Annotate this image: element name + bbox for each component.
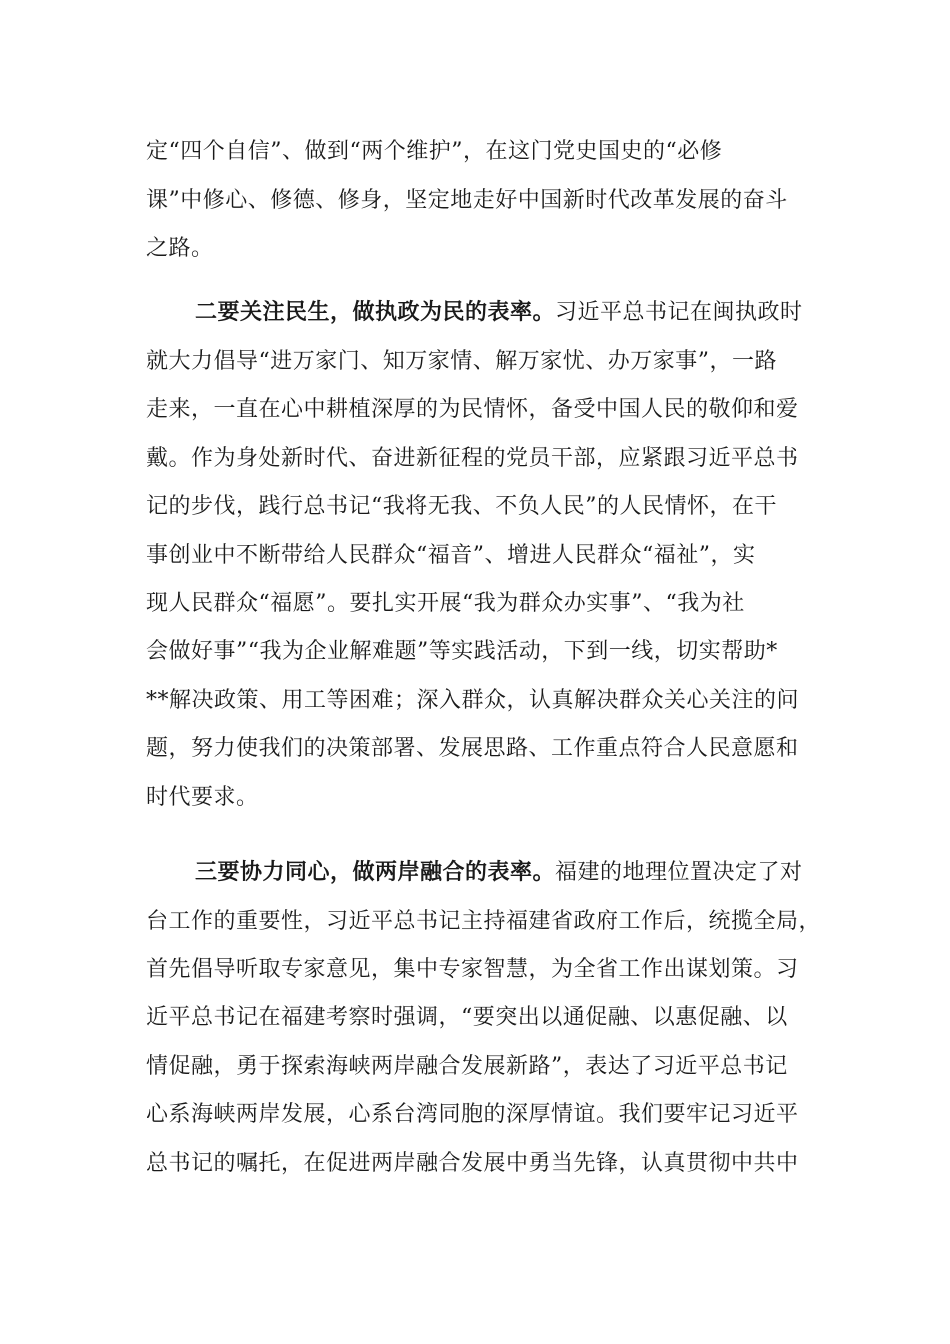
paragraph-line: 之路。 bbox=[146, 236, 214, 261]
paragraph-line: 定“四个自信”、做到“两个维护”，在这门党史国史的“必修 bbox=[146, 139, 723, 164]
paragraph-first-line bbox=[195, 297, 875, 329]
paragraph-line: 事创业中不断带给人民群众“福音”、增进人民群众“福祉”，实 bbox=[146, 543, 756, 568]
paragraph-line: 台工作的重要性，习近平总书记主持福建省政府工作后，统揽全局， bbox=[146, 909, 822, 934]
paragraph-line: 走来，一直在心中耕植深厚的为民情怀，备受中国人民的敬仰和爱 bbox=[146, 397, 799, 422]
paragraph-line: 情促融，勇于探索海峡两岸融合发展新路”，表达了习近平总书记 bbox=[146, 1054, 788, 1079]
paragraph-first-line bbox=[195, 857, 875, 889]
paragraph-line: 时代要求。 bbox=[146, 785, 259, 810]
paragraph-line: 就大力倡导“进万家门、知万家情、解万家忧、办万家事”，一路 bbox=[146, 349, 777, 374]
paragraph-line: 会做好事”“我为企业解难题”等实践活动，下到一线，切实帮助* bbox=[146, 639, 778, 664]
section-heading: 三要协力同心，做两岸融合的表率。 bbox=[195, 860, 556, 885]
paragraph-line: 近平总书记在福建考察时强调，“要突出以通促融、以惠促融、以 bbox=[146, 1005, 788, 1030]
paragraph-line: 现人民群众“福愿”。要扎实开展“我为群众办实事”、“我为社 bbox=[146, 591, 745, 616]
paragraph-line: 课”中修心、修德、修身，坚定地走好中国新时代改革发展的奋斗 bbox=[146, 188, 788, 213]
paragraph-text: 习近平总书记在闽执政时 bbox=[555, 300, 803, 325]
section-heading: 二要关注民生，做执政为民的表率。 bbox=[195, 300, 556, 325]
paragraph-line: 题，努力使我们的决策部署、发展思路、工作重点符合人民意愿和 bbox=[146, 736, 799, 761]
paragraph-line: 总书记的嘱托，在促进两岸融合发展中勇当先锋，认真贯彻中共中 bbox=[146, 1151, 799, 1176]
paragraph-line: **解决政策、用工等困难；深入群众，认真解决群众关心关注的问 bbox=[146, 688, 800, 713]
paragraph-line: 记的步伐，践行总书记“我将无我、不负人民”的人民情怀，在干 bbox=[146, 494, 777, 519]
paragraph-line: 心系海峡两岸发展，心系台湾同胞的深厚情谊。我们要牢记习近平 bbox=[146, 1102, 799, 1127]
paragraph-text: 福建的地理位置决定了对 bbox=[555, 860, 803, 885]
paragraph-line: 戴。作为身处新时代、奋进新征程的党员干部，应紧跟习近平总书 bbox=[146, 446, 799, 471]
paragraph-line: 首先倡导听取专家意见，集中专家智慧，为全省工作出谋划策。习 bbox=[146, 957, 799, 982]
